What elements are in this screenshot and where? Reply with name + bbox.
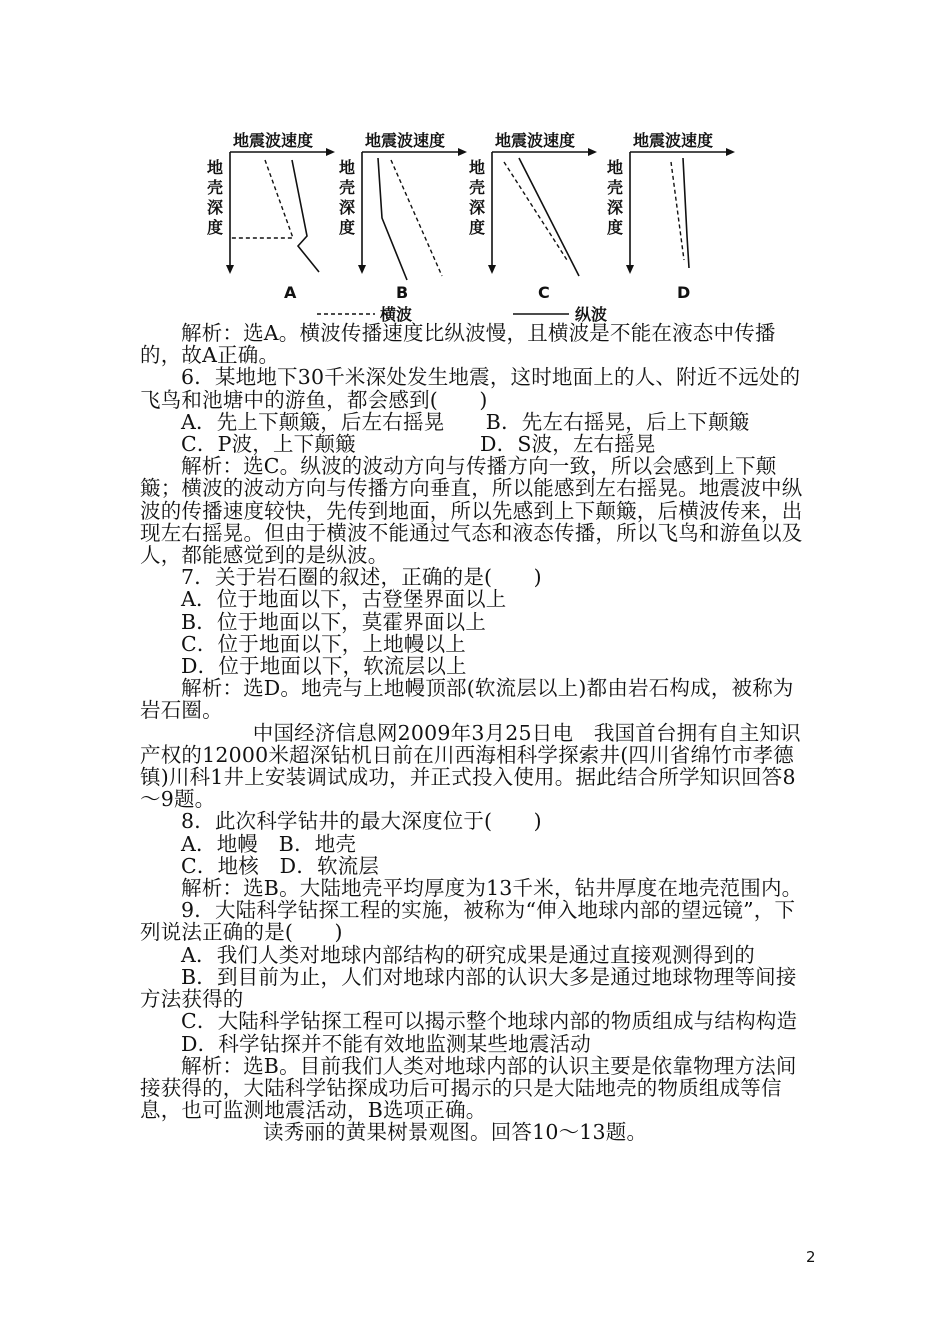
transverse-wave-line bbox=[671, 162, 684, 260]
panel-letter: C bbox=[538, 283, 550, 302]
transverse-wave-line bbox=[504, 162, 567, 260]
y-axis-char: 地 bbox=[339, 158, 356, 177]
x-axis-label: 地震波速度 bbox=[633, 131, 714, 150]
longitudinal-wave-line bbox=[683, 158, 689, 268]
y-axis-char: 度 bbox=[607, 218, 624, 237]
longitudinal-wave-line bbox=[519, 158, 579, 276]
page-number: 2 bbox=[806, 1248, 816, 1266]
legend-transverse-label: 横波 bbox=[380, 305, 413, 324]
paragraph: A．地幔 B．地壳 bbox=[181, 831, 357, 856]
transverse-wave-line bbox=[230, 160, 293, 238]
longitudinal-wave-line bbox=[292, 160, 319, 272]
y-axis-char: 地 bbox=[607, 158, 624, 177]
panel-letter: D bbox=[677, 283, 691, 302]
x-axis-label: 地震波速度 bbox=[365, 131, 446, 150]
panel-a bbox=[207, 131, 335, 302]
paragraph: B．位于地面以下，莫霍界面以上 bbox=[181, 609, 487, 634]
paragraph: 7．关于岩石圈的叙述，正确的是( ) bbox=[181, 565, 542, 590]
y-axis-char: 地 bbox=[207, 158, 224, 177]
x-axis-label: 地震波速度 bbox=[233, 131, 314, 150]
paragraph: 解析：选D。地壳与上地幔顶部(软流层以上)都由岩石构成，被称为岩石圈。 bbox=[140, 676, 794, 723]
paragraph: C．地核 D．软流层 bbox=[181, 853, 380, 878]
y-axis-char: 度 bbox=[469, 218, 486, 237]
y-axis-char: 度 bbox=[207, 218, 224, 237]
panel-b bbox=[339, 131, 467, 302]
paragraph: B．到目前为止，人们对地球内部的认识大多是通过地球物理等间接方法获得的 bbox=[140, 964, 797, 1012]
paragraph: A．我们人类对地球内部结构的研究成果是通过直接观测得到的 bbox=[181, 942, 755, 967]
y-axis-char: 壳 bbox=[607, 178, 624, 197]
x-axis-label: 地震波速度 bbox=[495, 131, 576, 150]
y-axis-char: 深 bbox=[339, 198, 356, 217]
document-body bbox=[140, 322, 812, 1144]
y-axis-char: 壳 bbox=[207, 178, 224, 197]
panel-c bbox=[469, 131, 597, 302]
paragraph: 9．大陆科学钻探工程的实施，被称为“伸入地球内部的望远镜”，下列说法正确的是( ) bbox=[140, 898, 796, 945]
y-axis-char: 壳 bbox=[339, 178, 356, 197]
y-axis-char: 深 bbox=[207, 198, 224, 217]
paragraph: C．大陆科学钻探工程可以揭示整个地球内部的物质组成与结构构造 bbox=[181, 1009, 798, 1034]
paragraph: A．位于地面以下，古登堡界面以上 bbox=[181, 587, 507, 612]
paragraph: 6．某地地下30千米深处发生地震，这时地面上的人、附近不远处的飞鸟和池塘中的游鱼，都会感到( ) bbox=[140, 365, 801, 412]
paragraph: D．科学钻探并不能有效地监测某些地震活动 bbox=[181, 1031, 591, 1056]
y-axis-char: 深 bbox=[469, 198, 486, 217]
panel-letter: B bbox=[396, 283, 409, 302]
paragraph: 读秀丽的黄果树景观图。回答10～13题。 bbox=[263, 1120, 648, 1145]
paragraph: 解析：选C。纵波的波动方向与传播方向一致，所以会感到上下颠簸；横波的波动方向与传播方向垂直，所以能感到左右摇晃。地震波中纵波的传播速度较快，先传到地面，所以先感到上下颠簸，后横波传来，出现左右摇晃。但由于横波不能通过气态和液态传播，所以飞鸟和游鱼以及人，都能感觉到的是纵波。 bbox=[140, 454, 803, 568]
paragraph: D．位于地面以下，软流层以上 bbox=[181, 654, 467, 679]
paragraph: 解析：选B。大陆地壳平均厚度为13千米，钻井厚度在地壳范围内。 bbox=[181, 876, 803, 901]
paragraph: 8．此次科学钻井的最大深度位于( ) bbox=[181, 809, 542, 834]
y-axis-char: 深 bbox=[607, 198, 624, 217]
legend-longitudinal-label: 纵波 bbox=[575, 305, 608, 324]
y-axis-char: 地 bbox=[469, 158, 486, 177]
y-axis-char: 度 bbox=[339, 218, 356, 237]
seismic-wave-figure bbox=[195, 118, 755, 333]
paragraph: A．先上下颠簸，后左右摇晃 B．先左右摇晃，后上下颠簸 bbox=[181, 409, 750, 434]
panel-letter: A bbox=[284, 283, 297, 302]
y-axis-char: 壳 bbox=[469, 178, 486, 197]
paragraph: 解析：选B。目前我们人类对地球内部的认识主要是依靠物理方法间接获得的，大陆科学钻探成功后可揭示的只是大陆地壳的物质组成等信息，也可监测地震活动，B选项正确。 bbox=[140, 1053, 797, 1123]
panel-d bbox=[607, 131, 735, 302]
paragraph: 解析：选A。横波传播速度比纵波慢，且横波是不能在液态中传播的，故A正确。 bbox=[140, 321, 776, 368]
paragraph: C．P波，上下颠簸 D．S波，左右摇晃 bbox=[181, 432, 656, 457]
longitudinal-wave-line bbox=[378, 158, 407, 280]
paragraph: 中国经济信息网2009年3月25日电 我国首台拥有自主知识产权的12000米超深钻机日前在川西海相科学探索井(四川省绵竹市孝德镇)川科1井上安装调试成功，并正式投入使用。据此结合所学知识回答8～9题。 bbox=[140, 720, 801, 812]
paragraph: C．位于地面以下，上地幔以上 bbox=[181, 631, 466, 656]
